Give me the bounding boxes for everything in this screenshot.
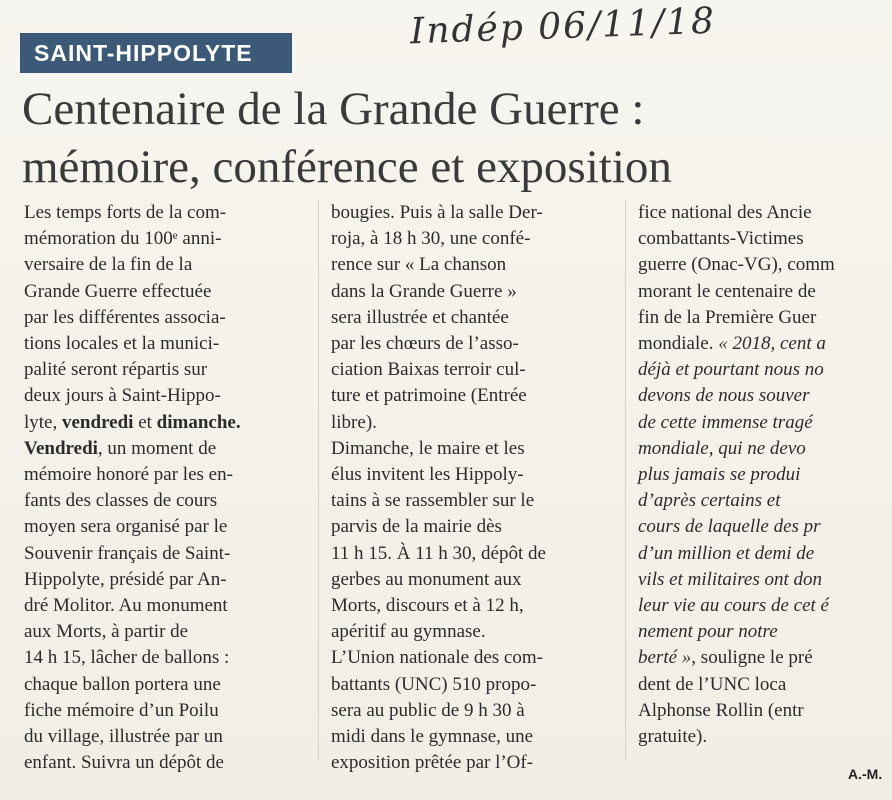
text-line: dans la Grande Guerre » — [331, 280, 517, 302]
text-line: Hippolyte, présidé par An- — [24, 568, 227, 590]
text-line: Souvenir français de Saint- — [24, 542, 231, 564]
article-column-2 — [331, 200, 613, 776]
quote-run: nement pour notre — [638, 621, 778, 643]
text-line: libre). — [331, 411, 377, 433]
text-line — [638, 436, 892, 462]
column-divider — [318, 200, 319, 760]
text-line — [638, 619, 892, 645]
text-run: Alphonse Rollin (entr — [638, 699, 804, 721]
text-line — [638, 724, 892, 750]
quote-run: vils et militaires ont don — [638, 568, 823, 590]
text-line: battants (UNC) 510 propo- — [331, 673, 537, 695]
bold-run: vendredi — [62, 411, 134, 433]
quote-run: plus jamais se produi — [638, 464, 801, 486]
text-run: lyte, — [24, 411, 62, 433]
text-line — [638, 357, 892, 383]
section-tag: SAINT-HIPPOLYTE — [20, 33, 292, 73]
text-line: fants des classes de cours — [24, 490, 218, 512]
text-line: dré Molitor. Au monument — [24, 595, 228, 617]
text-line: mémoire honoré par les en- — [24, 464, 233, 486]
text-line: par les différentes associa- — [24, 306, 226, 328]
text-line: bougies. Puis à la salle Der- — [331, 202, 543, 223]
quote-run: « 2018, cent a — [718, 333, 826, 355]
text-line: Morts, discours et à 12 h, — [331, 595, 524, 617]
article-column-3 — [638, 200, 892, 750]
text-line — [638, 410, 892, 436]
text-line: mémoration du 100ᵉ anni- — [24, 228, 222, 250]
text-run: combattants-Victimes — [638, 228, 804, 250]
text-line — [24, 410, 306, 436]
text-line: Les temps forts de la com- — [24, 202, 227, 223]
headline-line-1: Centenaire de la Grande Guerre : — [22, 83, 645, 135]
text-line: sera au public de 9 h 30 à — [331, 699, 525, 721]
headline-line-2: mémoire, conférence et exposition — [22, 141, 672, 193]
quote-run: d’après certains et — [638, 490, 781, 512]
text-run: fin de la Première Guer — [638, 306, 817, 328]
text-line: palité seront répartis sur — [24, 359, 208, 381]
text-line: par les chœurs de l’asso- — [331, 333, 519, 355]
text-line: L’Union nationale des com- — [331, 647, 543, 669]
text-line — [638, 462, 892, 488]
text-line: fiche mémoire d’un Poilu — [24, 699, 219, 721]
text-line: tains à se rassembler sur le — [331, 490, 535, 512]
text-run: , un moment de — [97, 437, 217, 459]
text-line: apéritif au gymnase. — [331, 621, 486, 643]
text-line — [638, 305, 892, 331]
text-line: 14 h 15, lâcher de ballons : — [24, 647, 230, 669]
text-line: gerbes au monument aux — [331, 568, 522, 590]
text-line: parvis de la mairie dès — [331, 516, 502, 538]
quote-run: devons de nous souver — [638, 385, 810, 407]
text-line — [638, 645, 892, 671]
text-run: morant le centenaire de — [638, 280, 816, 302]
handwritten-date-note: Indép 06/11/18 — [409, 0, 717, 53]
text-line: rence sur « La chanson — [331, 254, 507, 276]
text-line: 11 h 15. À 11 h 30, dépôt de — [331, 542, 546, 564]
text-line: roja, à 18 h 30, une confé- — [331, 228, 531, 250]
column-divider — [625, 200, 626, 760]
text-line: chaque ballon portera une — [24, 673, 221, 695]
text-line: Dimanche, le maire et les — [331, 437, 525, 459]
text-line — [638, 514, 892, 540]
bold-run: dimanche. — [156, 411, 241, 433]
text-run: fice national des Ancie — [638, 202, 812, 223]
text-line — [638, 383, 892, 409]
quote-run: de cette immense tragé — [638, 411, 813, 433]
text-line: midi dans le gymnase, une — [331, 726, 534, 748]
text-line — [638, 331, 892, 357]
text-line — [638, 200, 892, 226]
article-headline — [22, 80, 882, 196]
text-line: moyen sera organisé par le — [24, 516, 228, 538]
text-line — [638, 226, 892, 252]
text-line — [638, 541, 892, 567]
text-line — [638, 698, 892, 724]
quote-run: mondiale, qui ne devo — [638, 437, 806, 459]
text-line: enfant. Suivra un dépôt de — [24, 752, 224, 774]
text-run: , souligne le pré — [691, 647, 813, 669]
text-line: tions locales et la munici- — [24, 333, 220, 355]
quote-run: cours de laquelle des pr — [638, 516, 821, 538]
author-signature: A.-M. — [848, 766, 883, 782]
text-line — [638, 567, 892, 593]
text-line: Grande Guerre effectuée — [24, 280, 212, 302]
text-line: exposition prêtée par l’Of- — [331, 752, 534, 774]
text-run: guerre (Onac-VG), comm — [638, 254, 835, 276]
text-line: deux jours à Saint-Hippo- — [24, 385, 221, 407]
text-line: ciation Baixas terroir cul- — [331, 359, 526, 381]
text-run: mondiale. — [638, 333, 719, 355]
text-line — [24, 436, 306, 462]
text-line: ture et patrimoine (Entrée — [331, 385, 527, 407]
text-run: gratuite). — [638, 726, 708, 748]
text-run: dent de l’UNC loca — [638, 673, 787, 695]
text-line: élus invitent les Hippoly- — [331, 464, 524, 486]
text-line: sera illustrée et chantée — [331, 306, 509, 328]
bold-run: Vendredi — [24, 437, 98, 459]
text-line — [638, 252, 892, 278]
article-column-1 — [24, 200, 306, 776]
text-line — [638, 488, 892, 514]
text-line: aux Morts, à partir de — [24, 621, 189, 643]
text-run: et — [133, 411, 157, 433]
quote-run: déjà et pourtant nous no — [638, 359, 824, 381]
quote-run: berté » — [638, 647, 692, 669]
text-line — [638, 593, 892, 619]
quote-run: leur vie au cours de cet é — [638, 595, 829, 617]
text-line — [638, 279, 892, 305]
text-line: du village, illustrée par un — [24, 726, 223, 748]
quote-run: d’un million et demi de — [638, 542, 815, 564]
text-line: versaire de la fin de la — [24, 254, 193, 276]
text-line — [638, 672, 892, 698]
